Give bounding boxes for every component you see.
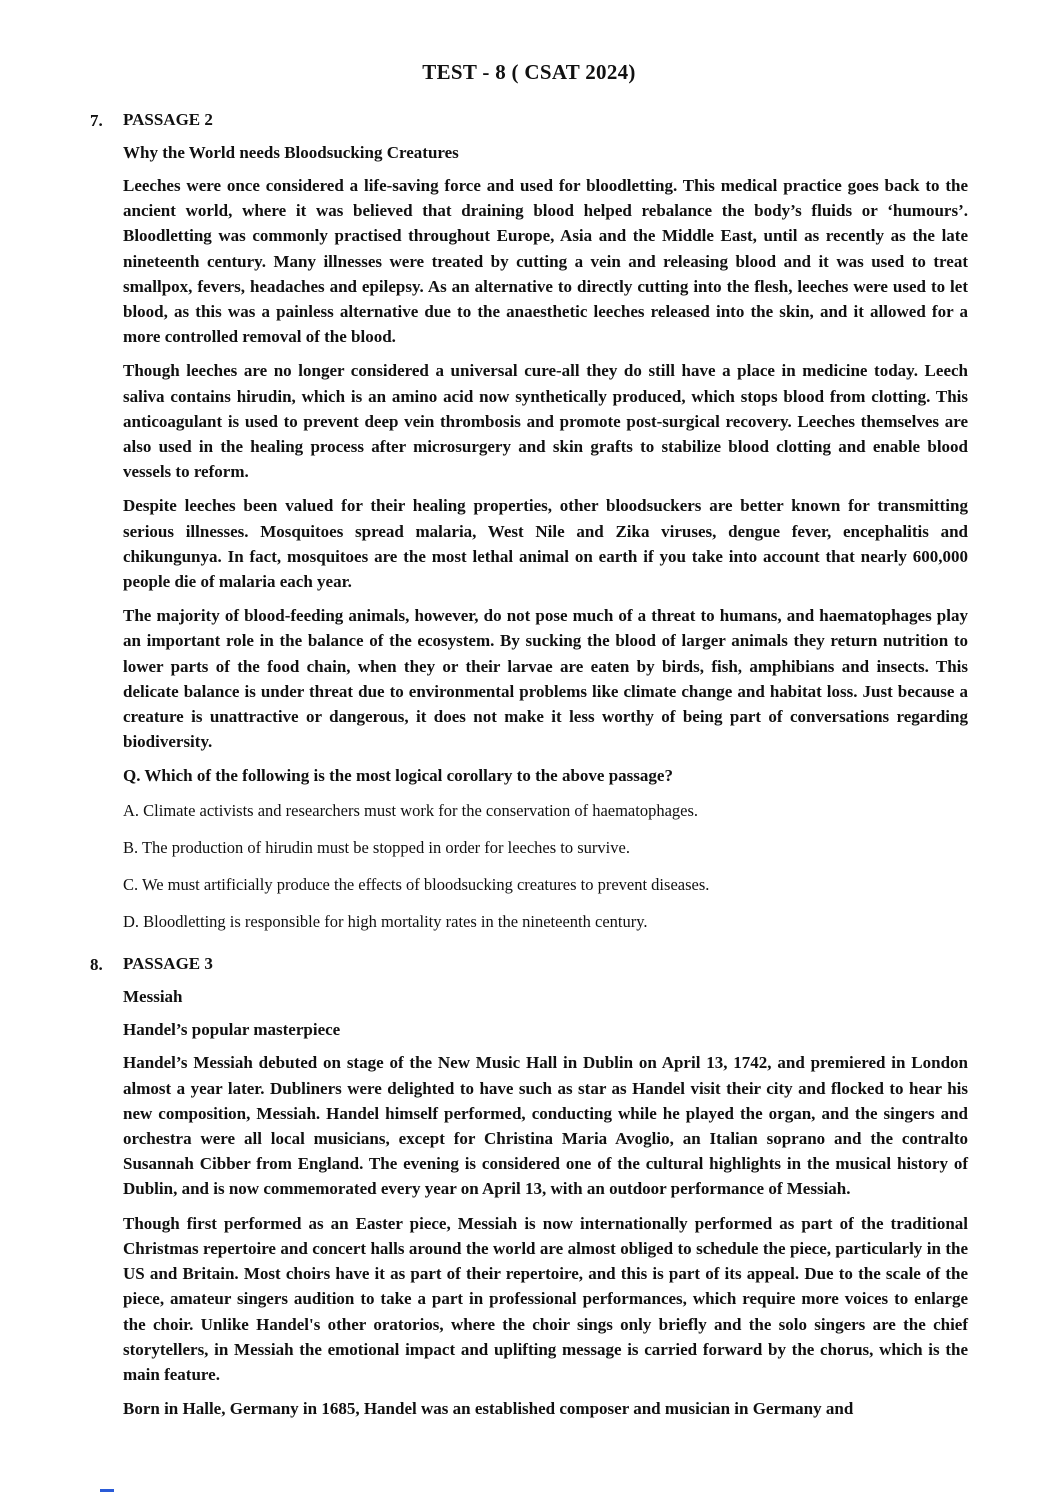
passage-3-subtitle: Handel’s popular masterpiece [123, 1020, 341, 1040]
passage-3-paragraph-2: Though first performed as an Easter piece, Messiah is now internationally performed as part of the traditional Christmas repertoire and concert halls around the world are almost obliged to schedule the piece, particularly in the US and Britain. Most choirs have it as part of their repertoire, and this is part of its appeal. Due to the scale of the piece, amateur singers audition to take a part in professional performances, which require more voices to enlarge the choir. Unlike Handel's other oratorios, where the choir sings only briefly and the solo singers are the chief storytellers, in Messiah the emotional impact and uplifting message is carried forward by the chorus, which is the main feature. [123, 1213, 968, 1384]
footer-link-fragment[interactable] [100, 1489, 114, 1492]
passage-3-paragraph-3: Born in Halle, Germany in 1685, Handel was an established composer and musician in Germany and [123, 1399, 854, 1419]
question-7-block [90, 107, 968, 947]
passage-2-paragraph-2: Though leeches are no longer considered a universal cure-all they do still have a place in medicine today. Leech saliva contains hirudin, which is an amino acid now synthetically produced, which stops blood from clotting. This anticoagulant is used to prevent deep vein thrombosis and promote post-surgical recovery. Leeches themselves are also used in the healing process after microsurgery and skin grafts to stabilize blood clotting and enable blood vessels to reform. [123, 361, 968, 482]
passage-2-paragraph-1: Leeches were once considered a life-saving force and used for bloodletting. This medical practice goes back to the ancient world, where it was believed that draining blood helped rebalance the body’s fluids or ‘humours’. Bloodletting was commonly practised throughout Europe, Asia and the Middle East, until as recently as the late nineteenth century. Many illnesses were treated by cutting a vein and releasing blood and it was used to treat smallpox, fevers, headaches and epilepsy. As an alternative to directly cutting into the flesh, leeches were used to let blood, as this was a painless alternative due to the anaesthetic leeches released into the skin, and it allowed for a more controlled removal of the blood. [123, 176, 968, 347]
question-7-text: Q. Which of the following is the most logical corollary to the above passage? [123, 766, 673, 786]
passage-2-paragraph-3: Despite leeches been valued for their healing properties, other bloodsuckers are better known for transmitting serious illnesses. Mosquitoes spread malaria, West Nile and Zika viruses, dengue fever, encephalitis and chikungunya. In fact, mosquitoes are the most lethal animal on earth if you take into account that nearly 600,000 people die of malaria each year. [123, 496, 968, 592]
question-7-option-a: A. Climate activists and researchers must work for the conservation of haematophages. [123, 801, 699, 821]
question-8-content [123, 951, 968, 1430]
question-8-number: 8. [90, 955, 103, 975]
passage-2-paragraph-4: The majority of blood-feeding animals, however, do not pose much of a threat to humans, and haematophages play an important role in the balance of the ecosystem. By sucking the blood of larger animals they return nutrition to lower parts of the food chain, when they or their larvae are eaten by birds, fish, amphibians and insects. This delicate balance is under threat due to environmental problems like climate change and habitat loss. Just because a creature is unattractive or dangerous, it does not make it less worthy of being part of conversations regarding biodiversity. [123, 606, 968, 752]
page-title: TEST - 8 ( CSAT 2024) [422, 60, 636, 84]
passage-3-title: Messiah [123, 987, 183, 1007]
passage-3-heading: PASSAGE 3 [123, 954, 213, 974]
passage-3-paragraph-1: Handel’s Messiah debuted on stage of the New Music Hall in Dublin on April 13, 1742, and premiered in London almost a year later. Dubliners were delighted to have such as star as Handel visit their city and flocked to hear his new composition, Messiah. Handel himself performed, conducting while he played the organ, and the singers and orchestra were all local musicians, except for Christina Maria Avoglio, an Italian soprano and the contralto Susannah Cibber from England. The evening is considered one of the cultural highlights in the musical history of Dublin, and is now commemorated every year on April 13, with an outdoor performance of Messiah. [123, 1053, 968, 1199]
passage-2-heading: PASSAGE 2 [123, 110, 213, 129]
passage-2-title: Why the World needs Bloodsucking Creatures [123, 143, 459, 162]
question-7-option-b: B. The production of hirudin must be stopped in order for leeches to survive. [123, 838, 630, 858]
question-8-block [90, 951, 968, 1430]
question-7-number: 7. [90, 111, 103, 130]
question-7-option-c: C. We must artificially produce the effects of bloodsucking creatures to prevent diseases. [123, 875, 710, 895]
question-7-content [123, 107, 968, 947]
question-7-option-d: D. Bloodletting is responsible for high mortality rates in the nineteenth century. [123, 912, 648, 932]
